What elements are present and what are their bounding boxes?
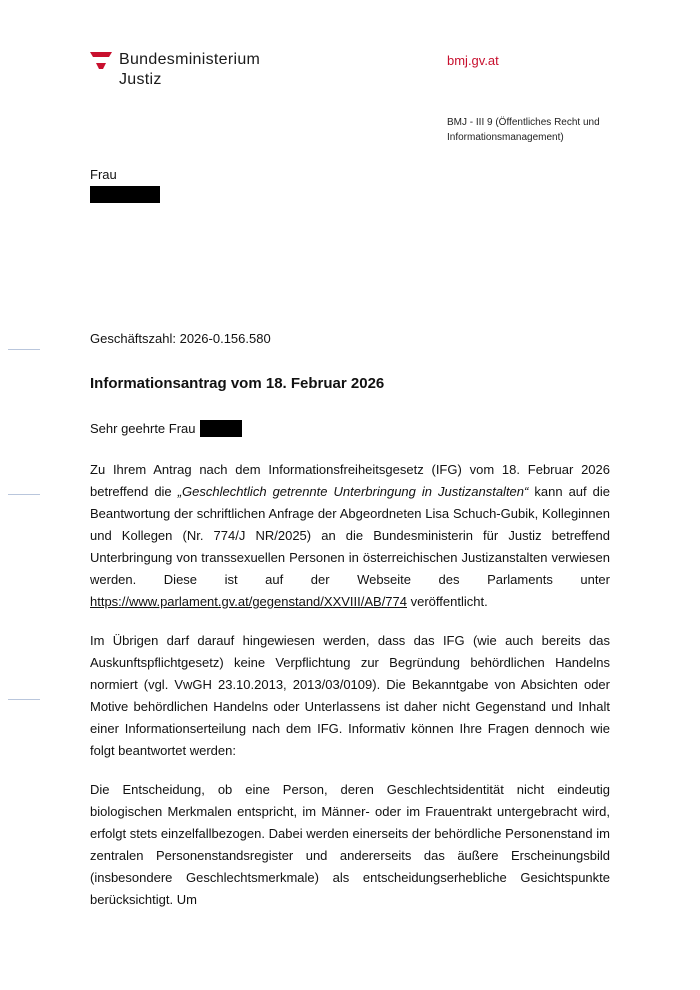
paragraph-1-text: Zu Ihrem Antrag nach dem Informationsfreiheitsgesetz (IFG) vom 18. Februar 2026 betreffend die (90, 462, 610, 499)
paragraph-3 (90, 779, 610, 911)
paragraph-1-text-cont: kann auf die Beantwortung der schriftlichen Anfrage der Abgeordneten Lisa Schuch-Gubik, Kolleginnen und Kollegen (Nr. 774/J NR/2025) an die Bundesministerin für Justiz betreffend Unterbringung von transsexuellen Personen in österreichischen Justizanstalten verwiesen werden. Diese ist auf der Webseite des Parlaments unter (90, 484, 610, 587)
paragraph-2-text: Im Übrigen darf darauf hingewiesen werden, dass das IFG (wie auch bereits das Auskunftspflichtgesetz) keine Verpflichtung zur Begründung behördlichen Handelns normiert (vgl. VwGH 23.10.2013, 2013/03/0109). Die Bekanntgabe von Absichten oder Motive behördlichen Handelns oder Unterlassens ist daher nicht Gegenstand und Inhalt einer Informationserteilung nach dem IFG. Informativ können Ihre Fragen dennoch wie folgt beantwortet werden: (90, 633, 610, 758)
fold-mark (8, 494, 40, 495)
department-info: BMJ - III 9 (Öffentliches Recht und Informationsmanagement) (447, 117, 600, 143)
letter-subject: Informationsantrag vom 18. Februar 2026 (90, 375, 385, 392)
paragraph-1 (90, 459, 610, 613)
paragraph-2 (90, 630, 610, 762)
fold-mark (8, 349, 40, 350)
website-link[interactable]: bmj.gv.at (447, 53, 499, 68)
fold-mark (8, 699, 40, 700)
request-title: „Geschlechtlich getrennte Unterbringung in Justizanstalten“ (177, 484, 529, 499)
parliament-link[interactable]: https://www.parlament.gv.at/gegenstand/XXVIII/AB/774 (90, 594, 407, 609)
redacted-name (200, 420, 242, 437)
logo-text-ministry: Bundesministerium (119, 51, 261, 68)
redacted-recipient-name (90, 186, 160, 203)
greeting-text: Sehr geehrte Frau (90, 421, 196, 436)
paragraph-1-text-end: veröffentlicht. (407, 594, 488, 609)
paragraph-3-text: Die Entscheidung, ob eine Person, deren Geschlechtsidentität nicht eindeutig biologischen Merkmalen entspricht, im Männer- oder im Frauentrakt untergebracht wird, erfolgt stets einzelfallbezogen. Dabei werden einerseits der behördliche Personenstand im zentralen Personenstandsregister und andererseits das äußere Erscheinungsbild (insbesondere Geschlechtsmerkmale) als entscheidungserhebliche Gesichtspunkte berücksichtigt. Um (90, 782, 610, 907)
austrian-flag-icon (90, 52, 112, 70)
recipient-salutation: Frau (90, 167, 117, 182)
reference-number: Geschäftszahl: 2026-0.156.580 (90, 331, 271, 346)
letter-greeting (90, 420, 242, 437)
logo-text-justice: Justiz (119, 71, 162, 88)
